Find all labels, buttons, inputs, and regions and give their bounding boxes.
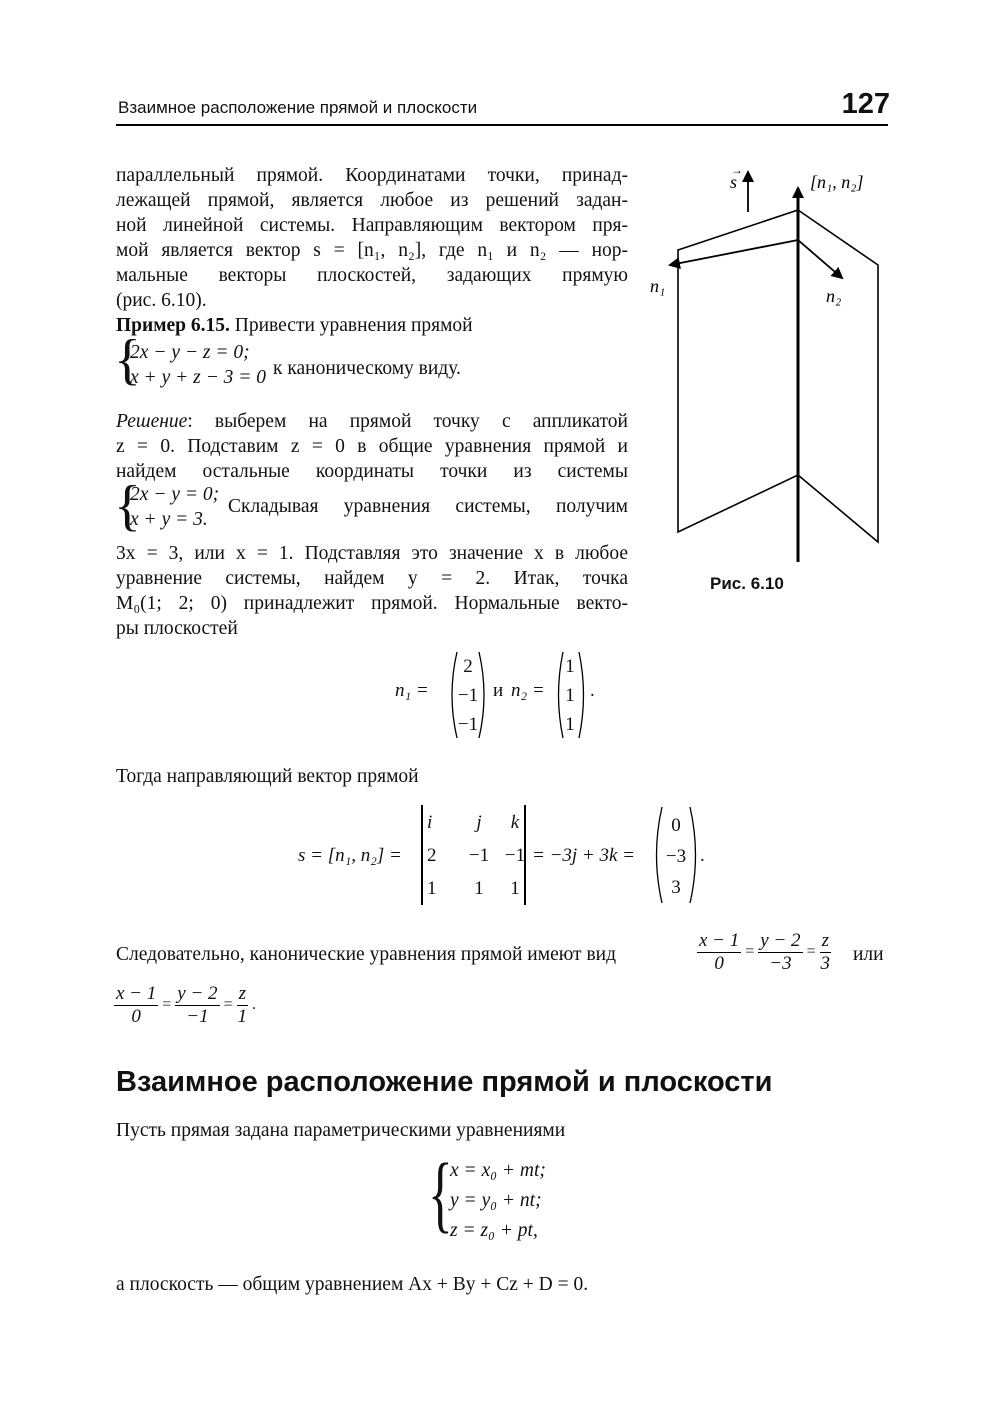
example-label: Пример 6.15. <box>116 315 230 336</box>
running-title: Взаимное расположение прямой и плоскости <box>118 98 478 117</box>
cross-label-fig: [n₁, n₂] <box>810 172 864 192</box>
then-text: Тогда направляющий вектор прямой <box>116 766 419 787</box>
figure-caption: Рис. 6.10 <box>710 574 784 593</box>
n2-label: n₂ = <box>511 680 545 701</box>
n1-label-fig: n₁ <box>650 276 666 296</box>
section-title: Взаимное расположение прямой и плоскости <box>116 1066 773 1098</box>
det-bar-left <box>421 805 423 905</box>
param-intro: Пусть прямая задана параметрическими уравнениями <box>116 1120 566 1141</box>
n1-arrow <box>670 240 798 265</box>
and-word: и <box>493 680 504 701</box>
n1-vector: 2 −1 −1 <box>457 656 479 735</box>
example-text: Привести уравнения прямой <box>234 315 473 336</box>
canon-text: Следовательно, канонические уравнения прямой имеют вид <box>116 944 617 965</box>
s-label-fig: s <box>730 172 738 192</box>
svg-text:→: → <box>731 163 743 177</box>
n2-vector: 1 1 1 <box>565 656 575 735</box>
plane-text: а плоскость — общим уравнением Ax + By + Cz + D = 0. <box>116 1274 589 1295</box>
solution-paragraph: Решение: выберем на прямой точку с аппликатой z = 0. Подставим z = 0 в общие уравнения прямой и найдем остальные координаты точки из системы <box>116 411 628 482</box>
system-2-tail: Складывая уравнения системы, получим <box>228 496 628 517</box>
example-heading <box>116 313 628 338</box>
s-vector: 0 −3 3 <box>665 815 687 898</box>
canon-equation-2: $\frac{x - 1}{0}$ = $\frac{y - 2}{-1}$ = $\frac{z}{1}$ . <box>116 983 256 1027</box>
paragraph-intro: параллельный прямой. Координатами точки, принад- лежащей прямой, является любое из решений задан- ной линейной системы. Направляющим вектором пря- мой является вектор s = [n₁, n₂], где n₁ и n₂ — нор- мальные векторы плоскостей, задающих прямую (рис. 6.10). <box>116 165 628 311</box>
or-word: или <box>853 944 884 965</box>
left-plane <box>678 210 798 532</box>
n2-label-fig: n₂ <box>826 286 842 306</box>
system-1-tail: к каноническому виду. <box>273 358 461 379</box>
header-rule <box>116 124 888 126</box>
determinant: i j k 2 −1 −1 1 1 1 <box>427 811 526 899</box>
right-plane <box>798 210 878 542</box>
s-label: s = [n₁, n₂] = <box>298 845 402 866</box>
det-result: = −3j + 3k = <box>532 845 635 866</box>
solution-continued: 3x = 3, или x = 1. Подставляя это значение x в любое уравнение системы, найдем y = 2. Итак, точка M₀(1; 2; 0) принадлежит прямой. Нормальные векто- ры плоскостей <box>116 543 628 639</box>
figure-6-10 <box>640 160 900 580</box>
n2-arrow <box>798 240 842 278</box>
n1-label: n₁ = <box>395 680 429 701</box>
canon-equation-1: $\frac{x - 1}{0}$ = $\frac{y - 2}{-3}$ = $\frac{z}{3}$ <box>699 930 831 974</box>
page-number: 127 <box>841 88 890 120</box>
